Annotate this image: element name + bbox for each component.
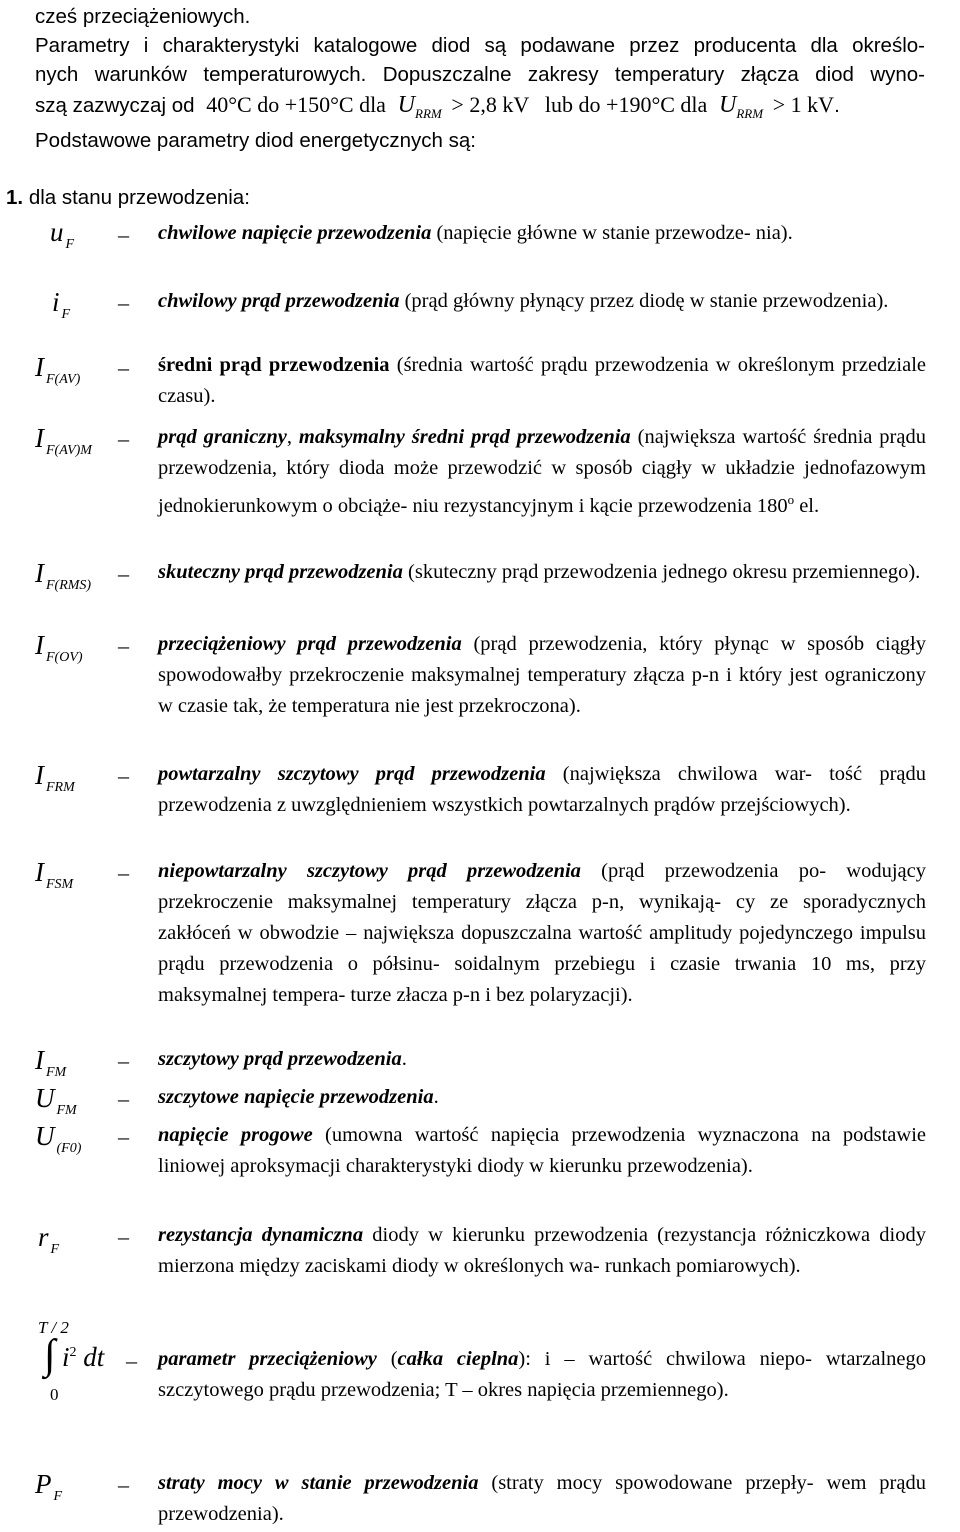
- intro-line-4: Podstawowe parametry diod energetycznych są:: [35, 129, 476, 152]
- param-def: niepowtarzalny szczytowy prąd przewodzenia (prąd przewodzenia po- wodujący przekroczenie maksymalnej temperatury złącza p-n, wynikają- cy ze sporadycznych zakłóceń w obwodzie – największa dopuszczalna wartość amplitudy pojedynczego impulsu prądu przewodzenia o półsinu- soidalnym przebiegu i czasie trwania 10 ms, przy maksymalnej tempera- turze złacza p-n i bez polaryzacji).: [158, 860, 926, 1006]
- param-def: chwilowe napięcie przewodzenia (napięcie główne w stanie przewodze- nia).: [158, 222, 793, 244]
- symbol-UFM: U $_{FM}$: [35, 1083, 77, 1118]
- param-def: napięcie progowe (umowna wartość napięcia przewodzenia wyznaczona na podstawie liniowej aproksymacji charakterystyki diody w kierunku przewodzenia).: [158, 1124, 926, 1177]
- section-heading: 1. dla stanu przewodzenia:: [6, 186, 250, 209]
- urrm-symbol: $U_{RRM}$: [397, 92, 442, 121]
- intro-line-0: cześ przeciążeniowych.: [35, 5, 251, 28]
- param-def: średni prąd przewodzenia (średnia wartość prądu przewodzenia w określonym przedziale czasu).: [158, 354, 926, 407]
- symbol-IFSM: I $_{FSM}$: [35, 857, 74, 892]
- intro-line-1: Parametry i charakterystyki katalogowe diod są podawane przez producenta dla określo-: [35, 34, 925, 57]
- param-def: przeciążeniowy prąd przewodzenia (prąd przewodzenia, który płynąc w sposób ciągły spowodowałby przekroczenie maksymalnej temperatury złącza p-n i który jest ograniczony w czasie tak, że temperatura nie jest przekroczona).: [158, 633, 926, 717]
- dash: –: [118, 355, 129, 380]
- symbol-IFRMS: I $_{F(RMS)}$: [35, 558, 92, 593]
- param-def: parametr przeciążeniowy (całka cieplna): i – wartość chwilowa niepo- wtarzalnego szczytowego prądu przewodzenia; T – okres napięcia przemiennego).: [158, 1348, 926, 1401]
- symbol-uF: u $_F$: [50, 217, 75, 252]
- symbol-PF: P $_F$: [35, 1469, 63, 1504]
- integral-sign-icon: ∫: [44, 1332, 56, 1378]
- integral-lower-limit: 0: [50, 1385, 59, 1404]
- symbol-IFRM: I $_{FRM}$: [35, 760, 75, 795]
- urrm-symbol-2: $U_{RRM}$: [719, 92, 764, 121]
- intro-line-2: nych warunków temperaturowych. Dopuszczalne zakresy temperatury złącza diod wyno-: [35, 63, 925, 86]
- dash: –: [118, 1472, 129, 1497]
- dash: –: [118, 763, 129, 788]
- param-def: skuteczny prąd przewodzenia (skuteczny prąd przewodzenia jednego okresu przemiennego).: [158, 561, 921, 583]
- param-def: powtarzalny szczytowy prąd przewodzenia (największa chwilowa war- tość prądu przewodzenia z uwzględnieniem wszystkich powtarzalnych prądów przejściowych).: [158, 763, 927, 816]
- integrand: $i^2$ dt: [62, 1342, 105, 1372]
- intro-line-3: szą zazwyczaj od 40°C do +150°C dla $U_{RRM} > 2,8$ kV lub do +190°C dla $U_{RRM} > 1$ kV.: [35, 92, 840, 121]
- dash: –: [118, 426, 129, 451]
- dash: –: [118, 222, 129, 247]
- symbol-IFOV: I $_{F(OV)}$: [35, 630, 83, 665]
- dash: –: [126, 1348, 137, 1373]
- param-def: prąd graniczny, maksymalny średni prąd przewodzenia (największa wartość średnia prądu przewodzenia, który dioda może przewodzić w sposób ciągły w układzie jednofazowym jednokierunkowym o obciąże- niu rezystancyjnym i kącie przewodzenia 180$^o$ el.: [158, 426, 926, 517]
- dash: –: [118, 290, 129, 315]
- symbol-IFAV: I $_{F(AV)}$: [35, 352, 81, 387]
- integral-upper-limit: T / 2: [38, 1318, 69, 1337]
- symbol-IFM: I $_{FM}$: [35, 1045, 67, 1080]
- symbol-UF0: U $_{(F0)}$: [35, 1121, 82, 1156]
- dash: –: [118, 1124, 129, 1149]
- param-def: straty mocy w stanie przewodzenia (straty mocy spowodowane przepły- wem prądu przewodzenia).: [158, 1472, 926, 1525]
- dash: –: [118, 1224, 129, 1249]
- param-def: szczytowy prąd przewodzenia.: [158, 1048, 407, 1070]
- symbol-iF: i $_F$: [52, 287, 71, 322]
- dash: –: [118, 561, 129, 586]
- symbol-rF: r $_F$: [38, 1222, 60, 1257]
- dash: –: [118, 1086, 129, 1111]
- param-def: rezystancja dynamiczna diody w kierunku przewodzenia (rezystancja różniczkowa diody mierzona między zaciskami diody w określonych wa- runkach pomiarowych).: [158, 1224, 926, 1277]
- param-def: szczytowe napięcie przewodzenia.: [158, 1086, 439, 1108]
- param-def: chwilowy prąd przewodzenia (prąd główny płynący przez diodę w stanie przewodzenia).: [158, 290, 889, 312]
- dash: –: [118, 860, 129, 885]
- symbol-IFAVM: I $_{F(AV)M}$: [35, 423, 92, 458]
- dash: –: [118, 633, 129, 658]
- dash: –: [118, 1048, 129, 1073]
